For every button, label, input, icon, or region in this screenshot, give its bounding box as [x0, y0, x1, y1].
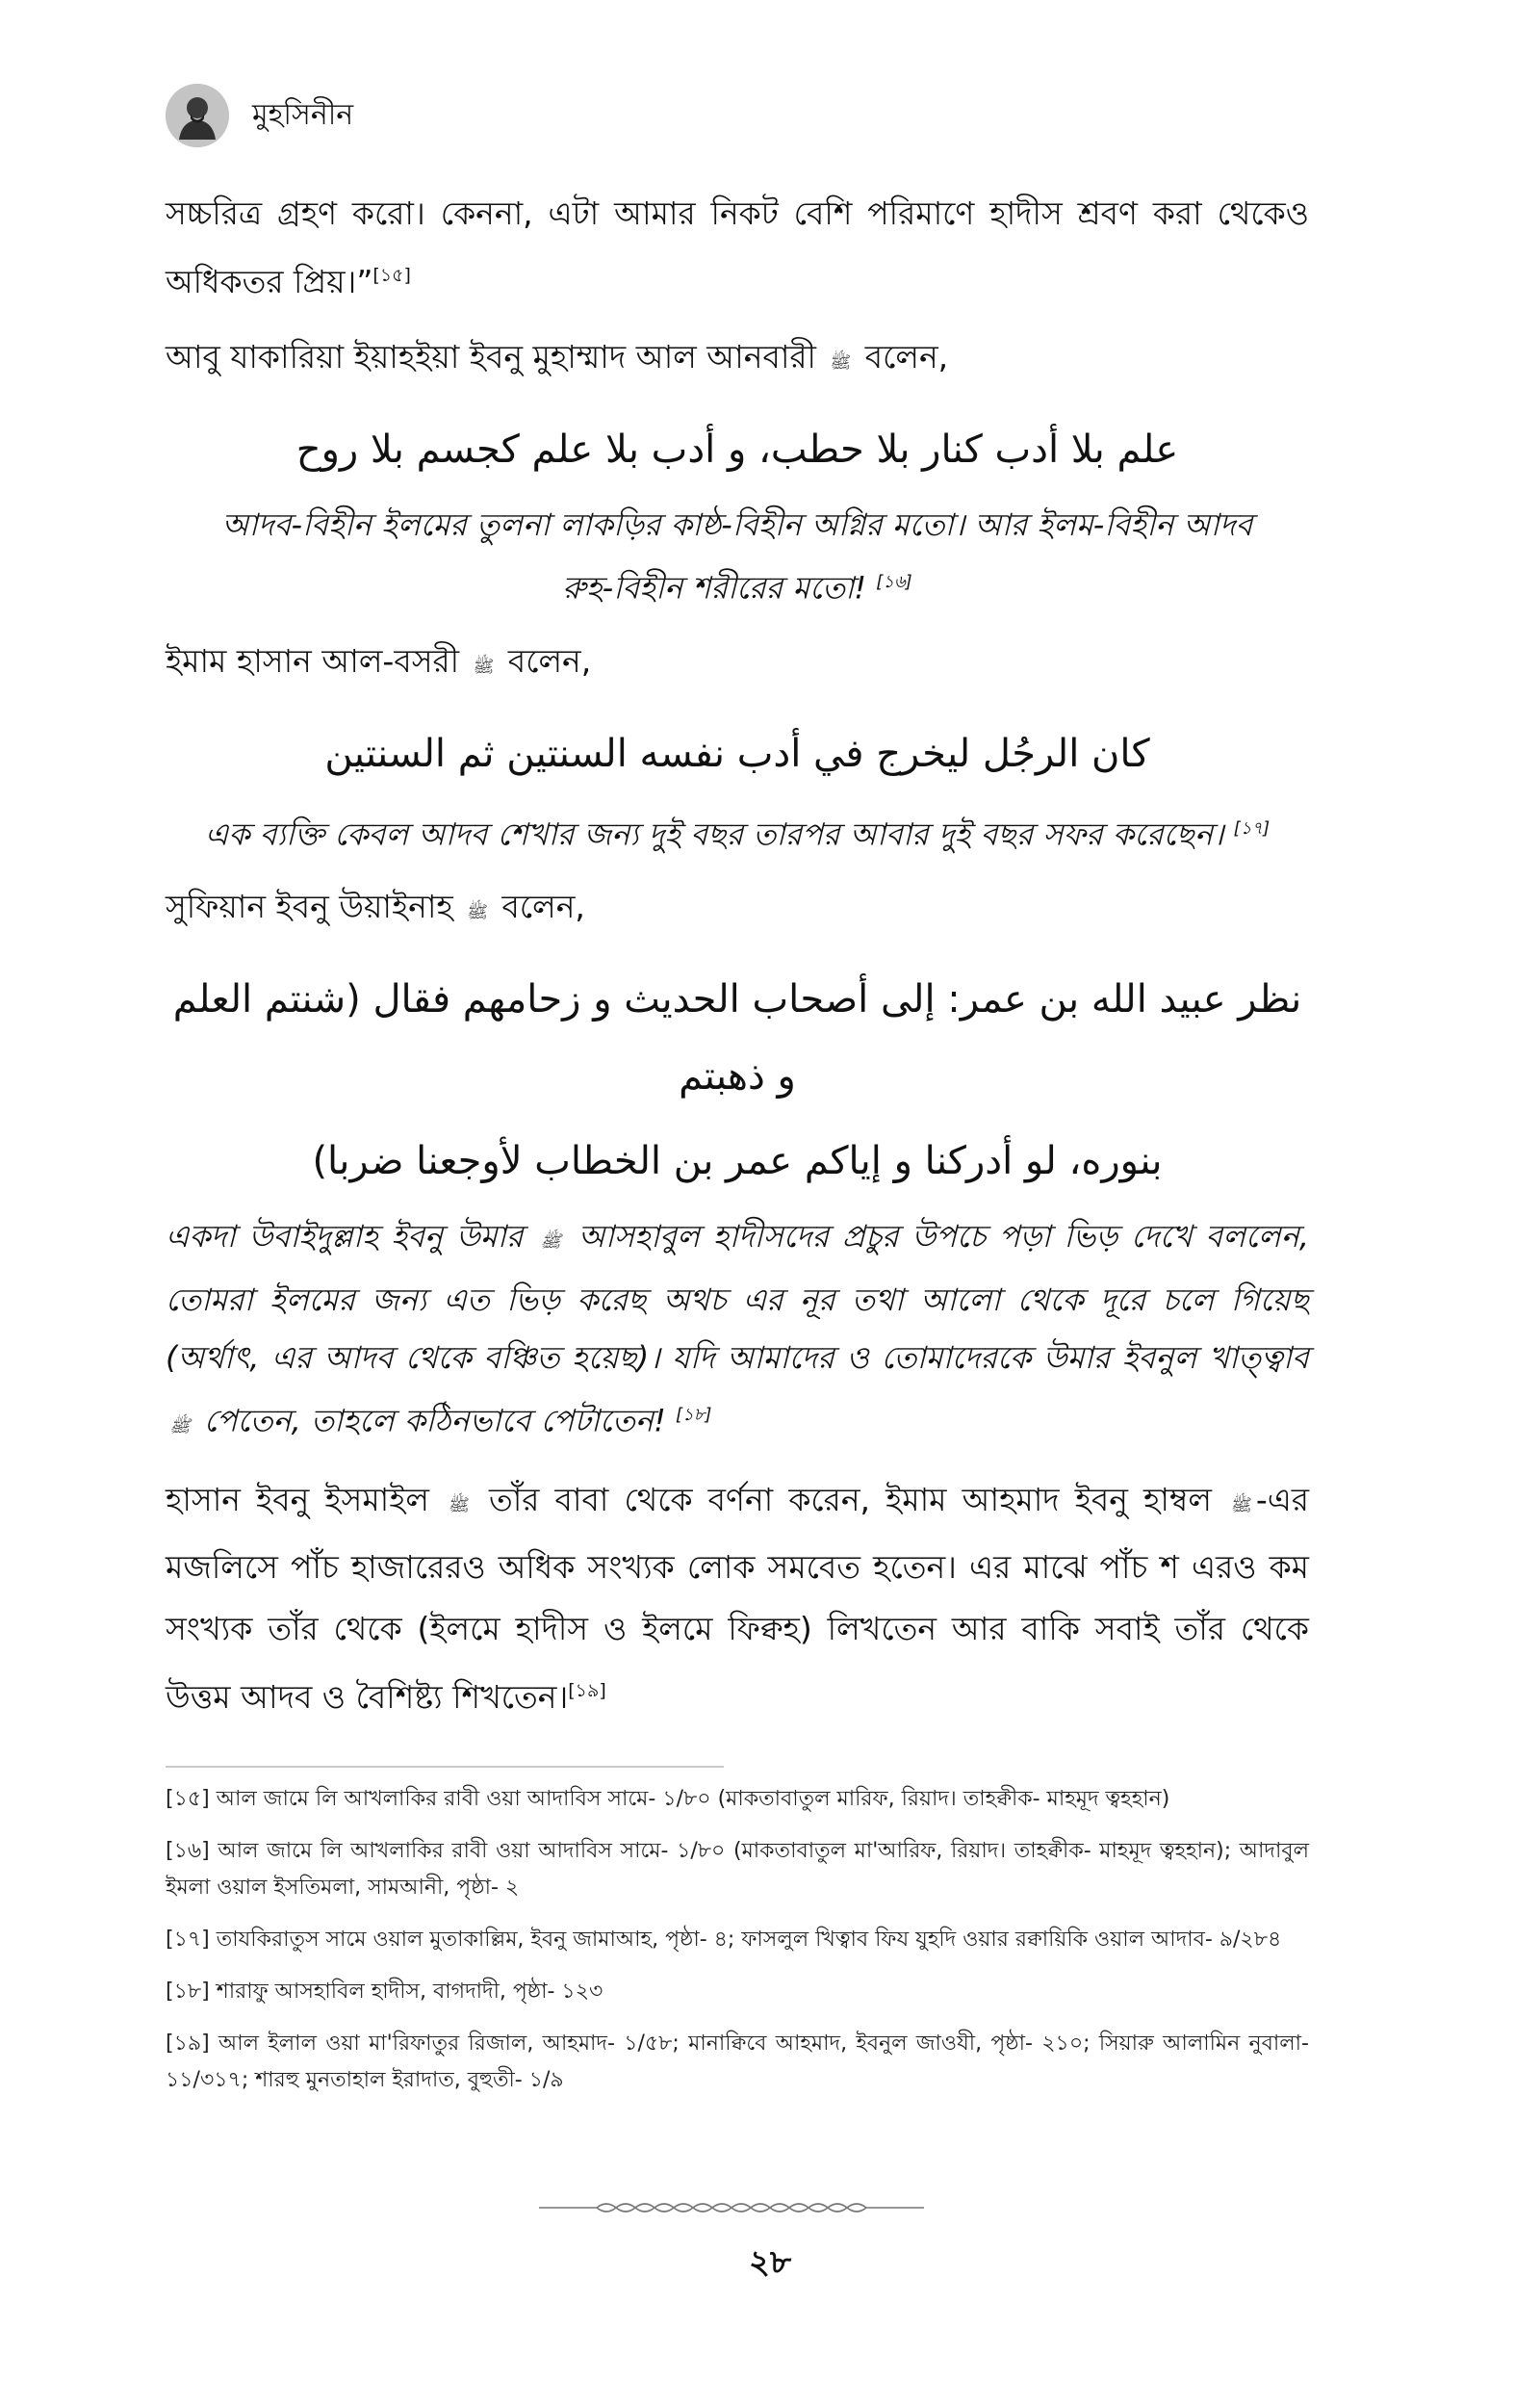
person-avatar-icon: [166, 84, 229, 147]
quote-intro-2-verb: বলেন,: [507, 641, 592, 680]
quote-intro-1-verb: বলেন,: [864, 338, 949, 375]
footnote-ref-17[interactable]: [১৭]: [1233, 817, 1270, 839]
translation-1-text: আদব-বিহীন ইলমের তুলনা লাকড়ির কাষ্ঠ-বিহীন অগ্নির মতো। আর ইলম-বিহীন আদব রুহ-বিহীন শরীরের মতো!: [221, 506, 1253, 607]
honorific-icon: ﷺ: [473, 656, 495, 677]
footnote-ref-16[interactable]: [১৬]: [876, 572, 912, 592]
footnote-19: [১৯] আল ইলাল ওয়া মা'রিফাতুর রিজাল, আহমাদ- ১/৫৮; মানাক্বিবে আহমাদ, ইবনুল জাওযী, পৃষ্ঠা- ২১০; সিয়ারু আলামিন নুবালা- ১১/৩১৭; শারহু মুনতাহাল ইরাদাত, বুহুতী- ১/৯: [166, 2032, 1309, 2092]
honorific-icon: ﷺ: [449, 1494, 470, 1515]
footnote-16: [১৬] আল জামে লি আখলাকির রাবী ওয়া আদাবিস সামে- ১/৮০ (মাকতাবাতুল মা'আরিফ, রিয়াদ। তাহক্বীক- মাহমূদ ত্বহহান); আদাবুল ইমলা ওয়াল ইসতিমলা, সামআনী, পৃষ্ঠা- ২: [166, 1839, 1309, 1900]
quote-intro-3-text: সুফিয়ান ইবনু উয়াইনাহ: [166, 888, 453, 926]
paragraph-1: [166, 183, 1309, 313]
translation-2: [194, 800, 1280, 864]
translation-3-part-2: আসহাবুল হাদীসদের প্রচুর উপচে পড়া ভিড় দেখে বললেন, তোমরা ইলমের জন্য এত ভিড় করেছ অথচ এর নূর তথা আলো থেকে দূরে চলে গিয়েছ (অর্থাৎ, এর আদব থেকে বঞ্চিত হয়েছ)। যদি আমাদের ও তোমাদেরকে উমার ইবনুল খাত্ত্বাব: [166, 1218, 1310, 1377]
arabic-quote-3-line-2: بنوره، لو أدركنا و إياكم عمر بن الخطاب لأوجعنا ضربا): [312, 1139, 1163, 1184]
honorific-icon: ﷺ: [540, 1231, 561, 1253]
translation-3-part-3: পেতেন, তাহলে কঠিনভাবে পেটাতেন!: [203, 1402, 666, 1439]
honorific-icon: ﷺ: [467, 902, 489, 923]
arabic-quote-1: علم بلا أدب كنار بلا حطب، و أدب بلا علم كجسم بلا روح: [295, 427, 1179, 472]
honorific-icon: ﷺ: [830, 352, 852, 373]
quote-intro-3-verb: বলেন,: [501, 888, 585, 926]
translation-2-text: এক ব্যক্তি কেবল আদব শেখার জন্য দুই বছর তারপর আবার দুই বছর সফর করেছেন।: [204, 815, 1224, 853]
footnote-17: [১৭] তাযকিরাতুস সামে ওয়াল মুতাকাল্লিম, ইবনু জামাআহ, পৃষ্ঠা- ৪; ফাসলুল খিত্বাব ফিয যুহদি ওয়ার রক্বায়িকি ওয়াল আদাব- ৯/২৮৪: [166, 1928, 1282, 1952]
footnote-ref-19[interactable]: [১৯]: [568, 1679, 606, 1701]
quote-intro-2-text: ইমাম হাসান আল-বসরী: [166, 641, 460, 680]
footnote-ref-18[interactable]: [১৮]: [676, 1405, 712, 1426]
ornament-divider-icon: [539, 2197, 924, 2218]
translation-3-part-1: একদা উবাইদুল্লাহ ইবনু উমার: [166, 1218, 524, 1255]
translation-1: [194, 496, 1280, 617]
footnote-18: [১৮] শারাফু আসহাবিল হাদীস, বাগদাদী, পৃষ্ঠা- ১২৩: [166, 1980, 603, 2004]
running-header: [166, 77, 353, 154]
arabic-quote-3-line-1: نظر عبيد الله بن عمر: إلى أصحاب الحديث و زحامهم فقال (شنتم العلم و ذهبتم: [172, 977, 1302, 1100]
paragraph-5-part-3: -এর মজলিসে পাঁচ হাজারেরও অধিক সংখ্যক লোক সমবেত হতেন। এর মাঝে পাঁচ শ এরও কম সংখ্যক তাঁর থেকে (ইলমে হাদীস ও ইলমে ফিক্বহ) লিখতেন আর বাকি সবাই তাঁর থেকে উত্তম আদব ও বৈশিষ্ট্য শিখতেন।: [166, 1480, 1309, 1716]
honorific-icon: ﷺ: [1231, 1494, 1252, 1515]
paragraph-5-part-1: হাসান ইবনু ইসমাইল: [166, 1480, 429, 1518]
quote-intro-1: [166, 326, 1309, 394]
paragraph-5-part-2: তাঁর বাবা থেকে বর্ণনা করেন, ইমাম আহমাদ ইবনু হাম্বল: [488, 1480, 1212, 1518]
paragraph-1-text: সচ্চরিত্র গ্রহণ করো। কেননা, এটা আমার নিকট বেশি পরিমাণে হাদীস শ্রবণ করা থেকেও অধিকতর প্রিয়।”: [166, 194, 1309, 300]
footnote-ref-15[interactable]: [১৫]: [372, 265, 411, 286]
footnotes: [166, 1781, 1309, 2114]
translation-3: [166, 1207, 1309, 1456]
quote-intro-1-text: আবু যাকারিয়া ইয়াহইয়া ইবনু মুহাম্মাদ আল আনবারী: [166, 338, 816, 375]
quote-intro-2: [166, 631, 1309, 698]
honorific-icon: ﷺ: [169, 1415, 191, 1436]
main-content: [166, 183, 1309, 1742]
quote-intro-3: [166, 876, 1309, 944]
paragraph-5: [166, 1469, 1309, 1728]
page-number: ২৮: [748, 2243, 792, 2282]
book-title: মুহসিনীন: [252, 97, 354, 132]
footnote-15: [১৫] আল জামে লি আখলাকির রাবী ওয়া আদাবিস সামে- ১/৮০ (মাকতাবাতুল মারিফ, রিয়াদ। তাহক্বীক- মাহমূদ ত্বহহান): [166, 1787, 1170, 1811]
footnote-divider: [166, 1766, 724, 1768]
arabic-quote-2: كان الرجُل ليخرج في أدب نفسه السنتين ثم السنتين: [324, 731, 1150, 776]
